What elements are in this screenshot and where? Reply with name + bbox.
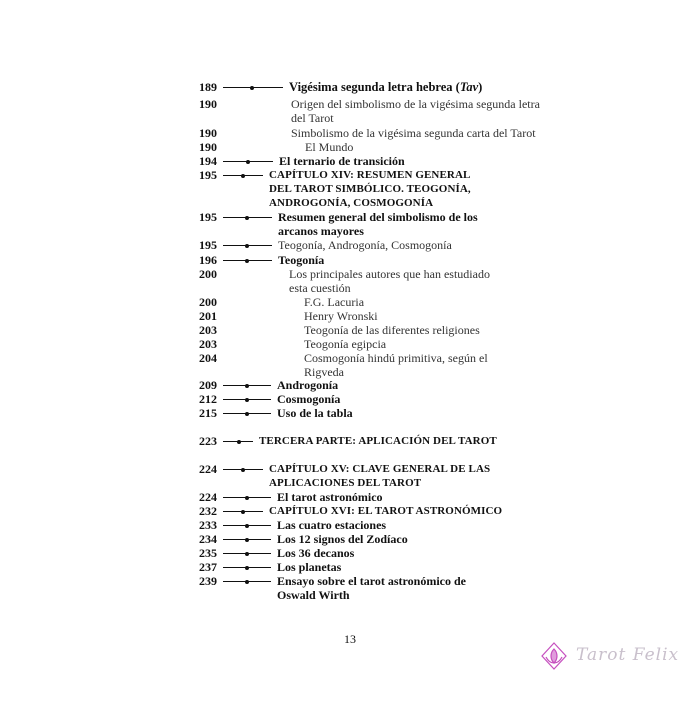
toc-entry-line: arcanos mayores [278,224,364,238]
toc-entry-title [278,238,580,252]
toc-page-number: 237 [199,560,217,574]
toc-entry-title [304,323,580,337]
toc-entry-title [269,168,580,210]
toc-entry-line: Los 12 signos del Zodíaco [277,532,408,546]
toc-entry-line: El Mundo [305,140,354,154]
toc-page-number: 200 [199,267,217,281]
toc-page-number: 196 [199,253,217,267]
dot-leader [223,553,271,554]
dot-leader [223,245,272,246]
toc-page-number: 212 [199,392,217,406]
toc-entry-line: CAPÍTULO XVI: EL TAROT ASTRONÓMICO [269,505,503,517]
toc-entry-title [305,140,580,154]
dot-leader [223,161,273,162]
toc-page-number: 239 [199,574,217,588]
toc-entry-title [304,351,580,379]
toc-entry-title [304,295,580,309]
toc-page-number: 203 [199,337,217,351]
toc-entry-title [278,210,580,238]
toc-page-number: 234 [199,532,217,546]
toc-entry-line: Teogonía de las diferentes religiones [304,323,480,337]
toc-entry-title [277,532,580,546]
toc-entry-line: Los principales autores que han estudiado [289,267,490,281]
toc-entry-title [277,378,580,392]
dot-leader [223,469,263,470]
dot-leader [223,567,271,568]
toc-page-number: 190 [199,126,217,140]
toc-entry-title [277,546,580,560]
toc-entry-line: Teogonía, Androgonía, Cosmogonía [278,238,452,252]
toc-page-number: 232 [199,504,217,518]
toc-entry-line: Oswald Wirth [277,588,350,602]
toc-page-number: 200 [199,295,217,309]
toc-entry-line: TERCERA PARTE: APLICACIÓN DEL TAROT [259,435,497,447]
toc-entry-title [289,80,580,94]
dot-leader [223,581,271,582]
toc-entry-title [291,126,580,140]
toc-entry-title [277,574,580,602]
toc-entry-title [279,154,580,168]
toc-entry-line: Simbolismo de la vigésima segunda carta del Tarot [291,126,536,140]
toc-entry-line: CAPÍTULO XV: CLAVE GENERAL DE LAS [269,463,491,475]
toc-entry-line: ANDROGONÍA, COSMOGONÍA [269,197,434,209]
dot-leader [223,511,263,512]
tarot-felix-watermark [536,641,686,673]
toc-page-number: 209 [199,378,217,392]
toc-page-number: 203 [199,323,217,337]
dot-leader [223,539,271,540]
lotus-logo-icon [536,641,572,673]
dot-leader [223,175,263,176]
toc-entry-line: APLICACIONES DEL TAROT [269,477,422,489]
toc-entry-title [304,309,580,323]
toc-entry-line: Henry Wronski [304,309,378,323]
toc-entry-title [278,253,580,267]
toc-entry-title [259,434,580,448]
toc-entry-title [269,504,580,518]
dot-leader [223,525,271,526]
page-number: 13 [344,632,356,646]
toc-page-number: 194 [199,154,217,168]
toc-entry-title [277,518,580,532]
toc-entry-line: Cosmogonía [277,392,341,406]
dot-leader [223,441,253,442]
toc-entry-line: Las cuatro estaciones [277,518,387,532]
toc-page-number: 204 [199,351,217,365]
watermark-text: Tarot Felix [576,645,680,665]
toc-entry-line: El tarot astronómico [277,490,383,504]
toc-page-number: 195 [199,238,217,252]
toc-entry-line: Teogonía [278,253,325,267]
toc-entry-title [289,267,580,295]
toc-entry-title [304,337,580,351]
toc-page-number: 189 [199,80,217,94]
toc-entry-title [277,392,580,406]
toc-entry-title [291,97,580,125]
toc-page-number: 195 [199,168,217,182]
toc-entry-line: Teogonía egipcia [304,337,387,351]
toc-entry-line: esta cuestión [289,281,351,295]
dot-leader [223,260,272,261]
toc-entry-title [277,490,580,504]
hebrew-letter-name: Tav [459,80,479,94]
toc-page-number: 195 [199,210,217,224]
dot-leader [223,399,271,400]
toc-entry-line: del Tarot [291,111,334,125]
toc-page-number: 233 [199,518,217,532]
toc-page-number: 235 [199,546,217,560]
dot-leader [223,87,283,88]
toc-entry-line: El ternario de transición [279,154,405,168]
toc-page-number: 215 [199,406,217,420]
toc-entry-title [277,406,580,420]
dot-leader [223,385,271,386]
toc-entry-line: Los planetas [277,560,342,574]
toc-page-number: 190 [199,97,217,111]
toc-entry-line: Origen del simbolismo de la vigésima segunda letra [291,97,540,111]
toc-page-number: 190 [199,140,217,154]
toc-entry-line: Cosmogonía hindú primitiva, según el [304,351,488,365]
toc-entry-line: Resumen general del simbolismo de los [278,210,478,224]
toc-page-number: 224 [199,462,217,476]
toc-entry-line: Los 36 decanos [277,546,355,560]
toc-entry-line: Vigésima segunda letra hebrea (Tav) [289,80,483,94]
toc-entry-title [269,462,580,490]
toc-entry-line: Uso de la tabla [277,406,353,420]
toc-entry-line: Ensayo sobre el tarot astronómico de [277,574,466,588]
toc-entry-line: Rigveda [304,365,344,379]
toc-entry-line: CAPÍTULO XIV: RESUMEN GENERAL [269,169,471,181]
toc-entry-line: Androgonía [277,378,339,392]
dot-leader [223,497,271,498]
toc-page-number: 224 [199,490,217,504]
toc-entry-line: DEL TAROT SIMBÓLICO. TEOGONÍA, [269,183,471,195]
toc-entry-line: F.G. Lacuria [304,295,365,309]
toc-page-number: 223 [199,434,217,448]
dot-leader [223,217,272,218]
toc-entry-title [277,560,580,574]
toc-page-number: 201 [199,309,217,323]
dot-leader [223,413,271,414]
